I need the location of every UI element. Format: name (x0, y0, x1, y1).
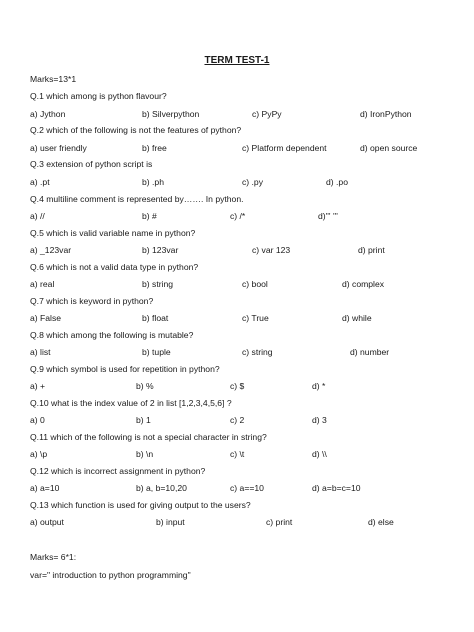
option-c: c) bool (242, 279, 268, 289)
option-b: b) a, b=10,20 (136, 483, 187, 493)
option-c: c) Platform dependent (242, 143, 327, 153)
option-c: c) print (266, 517, 293, 527)
option-d: d) * (312, 381, 326, 391)
question-text: Q.13 which function is used for giving output to the users? (30, 500, 251, 510)
question-text: Q.10 what is the index value of 2 in list [1,2,3,4,5,6] ? (30, 398, 232, 408)
question-text: Q.6 which is not a valid data type in python? (30, 262, 199, 272)
option-a: a) Jython (30, 109, 66, 119)
option-a: a) // (30, 211, 45, 221)
question-text: Q.9 which symbol is used for repetition in python? (30, 364, 220, 374)
option-c: c) a==10 (230, 483, 264, 493)
option-d: d) number (350, 347, 390, 357)
option-a: a) \p (30, 449, 48, 459)
option-a: a) _123var (30, 245, 72, 255)
option-b: b) free (142, 143, 167, 153)
option-a: a) real (30, 279, 55, 289)
option-a: a) + (30, 381, 46, 391)
option-c: c) 2 (230, 415, 245, 425)
option-a: a) 0 (30, 415, 45, 425)
question-text: Q.8 which among the following is mutable? (30, 330, 194, 340)
option-b: b) Silverpython (142, 109, 200, 119)
question-text: Q.2 which of the following is not the features of python? (30, 125, 242, 135)
option-d: d) a=b=c=10 (312, 483, 361, 493)
option-d: d) print (358, 245, 385, 255)
option-row (30, 483, 450, 495)
question-text: Q.12 which is incorrect assignment in python? (30, 466, 206, 476)
page-title: TERM TEST-1 (204, 55, 270, 66)
option-row (30, 517, 450, 529)
option-b: b) string (142, 279, 174, 289)
option-d: d) complex (342, 279, 385, 289)
option-c: c) True (242, 313, 269, 323)
option-a: a) list (30, 347, 51, 357)
option-row (30, 109, 450, 121)
option-a: a) False (30, 313, 62, 323)
option-d: d) 3 (312, 415, 327, 425)
question-text: Q.4 multiline comment is represented by……. In python. (30, 194, 244, 204)
option-b: b) 1 (136, 415, 151, 425)
option-b: b) input (156, 517, 185, 527)
option-row (30, 143, 450, 155)
option-b: b) float (142, 313, 169, 323)
option-d: d) .po (326, 177, 348, 187)
option-row (30, 347, 450, 359)
option-row (30, 279, 450, 291)
option-c: c) PyPy (252, 109, 282, 119)
option-c: c) .py (242, 177, 264, 187)
option-row (30, 313, 450, 325)
option-d: d)''' ''' (318, 211, 338, 221)
option-row (30, 381, 450, 393)
option-d: d) else (368, 517, 394, 527)
option-a: a) user friendly (30, 143, 87, 153)
option-d: d) while (342, 313, 372, 323)
option-row (30, 449, 450, 461)
option-c: c) /* (230, 211, 246, 221)
question-text: Q.1 which among is python flavour? (30, 91, 167, 101)
marks-heading-2: Marks= 6*1: (30, 552, 77, 562)
option-b: b) .ph (142, 177, 164, 187)
var-definition: var=" introduction to python programming" (30, 570, 191, 580)
option-b: b) # (142, 211, 157, 221)
question-text: Q.3 extension of python script is (30, 159, 153, 169)
option-b: b) \n (136, 449, 154, 459)
option-c: c) \t (230, 449, 245, 459)
option-d: d) \\ (312, 449, 327, 459)
question-text: Q.11 which of the following is not a special character in string? (30, 432, 267, 442)
option-row (30, 177, 450, 189)
option-b: b) 123var (142, 245, 179, 255)
option-row (30, 415, 450, 427)
option-d: d) open source (360, 143, 418, 153)
option-b: b) tuple (142, 347, 171, 357)
option-a: a) .pt (30, 177, 50, 187)
option-c: c) string (242, 347, 273, 357)
option-c: c) var 123 (252, 245, 291, 255)
question-text: Q.7 which is keyword in python? (30, 296, 154, 306)
option-row (30, 211, 450, 223)
option-d: d) IronPython (360, 109, 412, 119)
option-c: c) $ (230, 381, 245, 391)
marks-heading: Marks=13*1 (30, 74, 77, 84)
option-a: a) a=10 (30, 483, 60, 493)
option-row (30, 245, 450, 257)
option-a: a) output (30, 517, 64, 527)
question-text: Q.5 which is valid variable name in python? (30, 228, 196, 238)
option-b: b) % (136, 381, 154, 391)
